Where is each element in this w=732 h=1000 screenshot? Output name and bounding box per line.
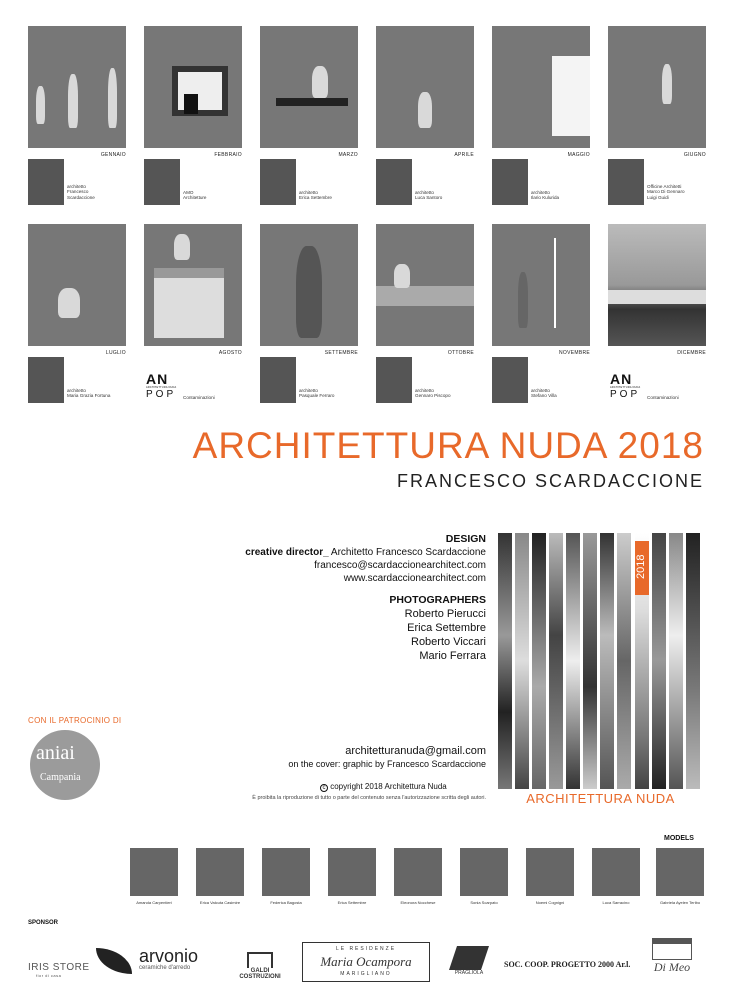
copyright-icon: c: [320, 784, 328, 792]
month-photo: [144, 26, 242, 148]
models-heading: MODELS: [664, 835, 694, 842]
page-title: ARCHITETTURA NUDA 2018: [192, 425, 704, 466]
month-name: MAGGIO: [567, 152, 590, 158]
architect-credit: Officine Architetti Marco Di Gennaro Luigi Guidi: [647, 184, 685, 200]
month-name: NOVEMBRE: [558, 350, 590, 356]
dimeo-logo: Di Meo: [642, 938, 702, 975]
architect-portrait: [28, 357, 64, 403]
architect-portrait: [260, 357, 296, 403]
sponsor-heading: SPONSOR: [28, 920, 59, 926]
model-photo: [262, 848, 310, 896]
architect-portrait: [492, 357, 528, 403]
architect-credit: architetto Erica Settembre: [299, 190, 332, 201]
month-photo: [608, 26, 706, 148]
director-name: Architetto Francesco Scardaccione: [330, 547, 486, 558]
model-card: [196, 848, 244, 905]
month-name: OTTOBRE: [447, 350, 474, 356]
model-card: [656, 848, 704, 905]
contact-block: [160, 745, 486, 770]
model-card: [262, 848, 310, 905]
copyright-notice: È proibita la riproduzione di tutto o parte del contenuto senza l'autorizzazione scritta degli autori.: [252, 795, 486, 801]
architect-portrait: [260, 159, 296, 205]
architect-portrait: [608, 159, 644, 205]
photographers-heading: PHOTOGRAPHERS: [389, 594, 486, 606]
model-name: Federica Bagosta: [270, 900, 302, 905]
cover-title: ARCHITETTURA NUDA: [526, 791, 675, 806]
model-card: [130, 848, 178, 905]
architect-credit: architetto Ilario Kulurida: [531, 190, 560, 201]
anpop-logo: AN ARCHITETTURA NUDA POP: [146, 371, 177, 400]
model-name: Erica Valcuta Casimire: [199, 900, 241, 905]
arvonio-logo: arvonio ceramiche d'arredo: [139, 946, 199, 971]
architect-credit: architetto Luca Santoro: [415, 190, 443, 201]
model-name: Sonia Scarpato: [470, 900, 498, 905]
month-name: AGOSTO: [218, 350, 242, 356]
month-photo: [28, 26, 126, 148]
calendar-cover: [498, 533, 703, 789]
residenze-logo: LE RESIDENZE Maria Ocampora MARIGLIANO: [302, 942, 430, 982]
model-card: [394, 848, 442, 905]
model-photo: [592, 848, 640, 896]
photographer-name: Roberto Viccari: [411, 636, 486, 648]
architect-credit: architetto Pasquale Ferraro: [299, 388, 335, 399]
model-photo: [394, 848, 442, 896]
galdi-logo: GALDI COSTRUZIONI: [230, 952, 290, 982]
model-name: Luca Sarracino: [602, 900, 630, 905]
model-card: [328, 848, 376, 905]
architect-credit: AMO Architetture: [183, 190, 207, 201]
design-credits: [160, 533, 486, 663]
copyright: c copyright 2018 Architettura Nuda: [320, 782, 447, 792]
model-name: Erica Settembre: [337, 900, 367, 905]
director-label: creative director_: [245, 547, 329, 558]
architect-portrait: [28, 159, 64, 205]
model-name: Amanda Carpentieri: [136, 900, 172, 905]
month-photo: [376, 26, 474, 148]
model-name: Noemi Cognigni: [535, 900, 565, 905]
architect-credit: architetto Gennaro Piscopo: [415, 388, 451, 399]
model-card: [592, 848, 640, 905]
month-name: GIUGNO: [683, 152, 706, 158]
photographer-name: Roberto Pierucci: [404, 608, 486, 620]
month-photo: [492, 224, 590, 346]
architect-credit: architetto Stefano Villa: [531, 388, 557, 399]
month-name: SETTEMBRE: [324, 350, 358, 356]
page-subtitle: FRANCESCO SCARDACCIONE: [396, 471, 704, 491]
cover-credit: on the cover: graphic by Francesco Scardaccione: [288, 759, 486, 769]
model-name: Eleonora Nocchese: [400, 900, 436, 905]
anpop-logo: AN ARCHITETTURA NUDA POP: [610, 371, 641, 400]
cover-year: 2018: [635, 541, 649, 595]
aniai-logo: aniai Campania: [30, 730, 100, 800]
month-photo: [260, 26, 358, 148]
month-name: MARZO: [338, 152, 358, 158]
month-photo: [608, 224, 706, 346]
model-photo: [196, 848, 244, 896]
model-photo: [656, 848, 704, 896]
month-name: FEBBRAIO: [214, 152, 242, 158]
model-photo: [328, 848, 376, 896]
design-website: www.scardaccionearchitect.com: [343, 573, 486, 584]
photographer-name: Erica Settembre: [407, 622, 486, 634]
design-heading: DESIGN: [445, 533, 486, 545]
architect-portrait: [144, 159, 180, 205]
month-photo: [492, 26, 590, 148]
month-photo: [376, 224, 474, 346]
month-name: DICEMBRE: [677, 350, 706, 356]
model-photo: [460, 848, 508, 896]
architect-credit: architetto Maria Grazia Fortuna: [67, 388, 111, 399]
month-name: APRILE: [454, 152, 474, 158]
architect-portrait: [376, 159, 412, 205]
pragliola-logo: PRAGLIOLA: [440, 946, 498, 980]
model-card: [526, 848, 574, 905]
architect-credit: architetto Francesco Scardaccione: [67, 184, 95, 200]
model-card: [460, 848, 508, 905]
model-photo: [526, 848, 574, 896]
month-photo: [28, 224, 126, 346]
photographer-name: Mario Ferrara: [419, 650, 486, 662]
architect-credit: Contaminazioni: [647, 395, 679, 400]
model-photo: [130, 848, 178, 896]
month-photo: [144, 224, 242, 346]
progetto2000-logo: SOC. COOP. PROGETTO 2000 Ar.l.: [504, 960, 631, 969]
month-photo: [260, 224, 358, 346]
month-name: GENNAIO: [100, 152, 126, 158]
contact-email: architetturanuda@gmail.com: [345, 745, 486, 757]
architect-credit: Contaminazioni: [183, 395, 215, 400]
patronage-label: CON IL PATROCINIO DI: [28, 716, 122, 725]
architect-portrait: [376, 357, 412, 403]
architect-portrait: [492, 159, 528, 205]
arvonio-leaf-icon: [96, 948, 132, 974]
iris-store-logo: IRIS STORE fior di casa: [28, 962, 90, 978]
design-email: francesco@scardaccionearchitect.com: [314, 560, 486, 571]
model-name: Gabriela Ayelen Teribo: [659, 900, 701, 905]
month-name: LUGLIO: [105, 350, 126, 356]
